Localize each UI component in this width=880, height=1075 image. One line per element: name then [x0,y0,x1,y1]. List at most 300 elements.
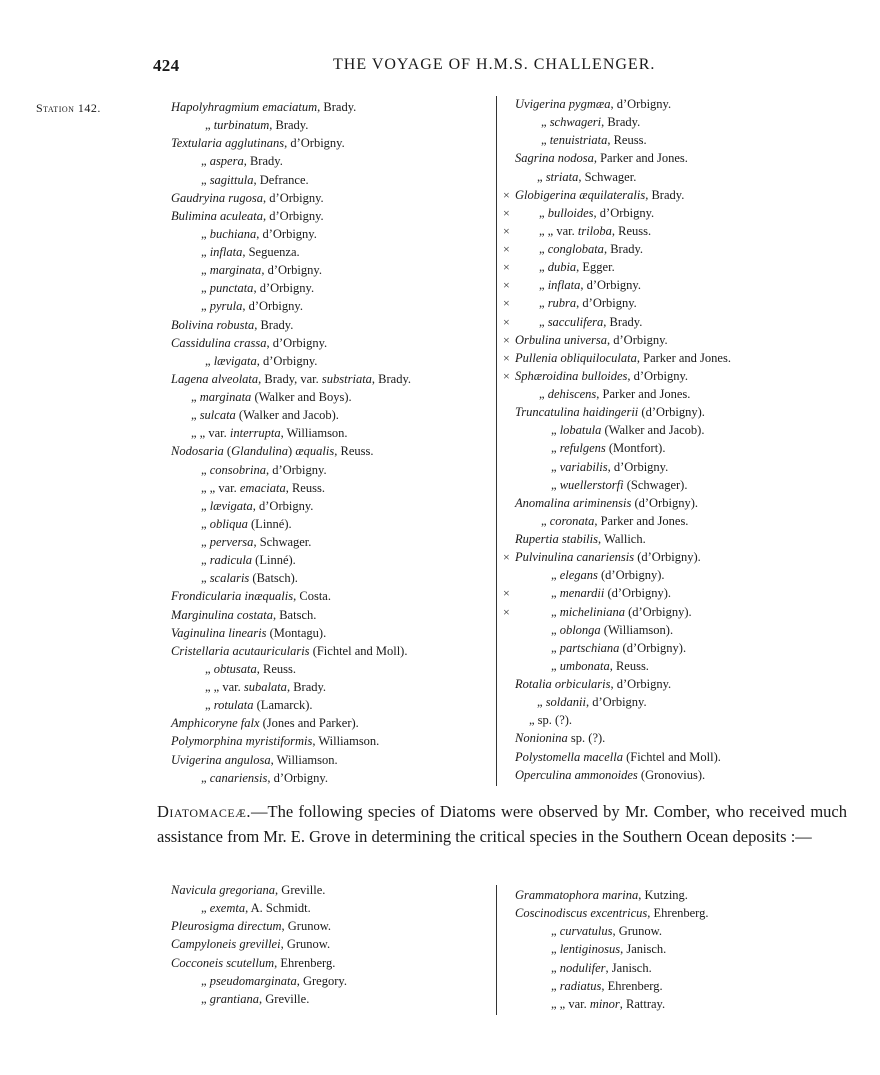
taxon-text: (Linné). [247,516,292,531]
right-species-entry [503,494,833,512]
species-name [515,403,705,421]
taxon-italic: refulgens [559,441,606,456]
taxon-italic: Truncatulina haidingerii [515,405,639,420]
taxon-text: , Williamson. [312,734,380,749]
cross-mark-icon: × [503,205,510,220]
taxon-text: (Montagu). [266,625,327,640]
right-species-entry [503,639,833,657]
species-name [539,222,651,240]
species-list-left [171,98,499,787]
taxon-text: , Kutzing. [638,888,688,902]
right-species-entry [503,95,833,113]
taxon-italic: radicula [209,553,253,568]
species-name [201,972,347,990]
diatom-right-entry [503,940,833,958]
taxon-text: , d’Orbigny. [256,353,318,368]
species-name [201,769,328,787]
diatom-left-entry [171,917,491,935]
taxon-text: (Linné). [252,553,296,568]
taxon-italic: obtusata [213,661,257,676]
taxon-text: „ [201,299,210,314]
species-name [205,352,317,370]
taxon-text: ( [223,444,232,459]
species-name [201,297,303,315]
taxon-text: , d’Orbigny. [610,97,672,111]
taxon-text: , d’Orbigny. [610,677,672,691]
taxon-text: , Brady. [243,154,283,169]
species-name [515,367,688,385]
taxon-text: , Brady. [254,317,294,332]
diatom-left-entry [171,881,491,899]
taxon-italic: Polymorphina myristiformis [171,734,313,749]
species-name [171,189,324,207]
taxon-italic: schwageri [549,115,602,130]
taxon-italic: elegans [559,568,598,583]
taxon-text: (d’Orbigny). [638,405,705,420]
taxon-text: „ „ var. [205,680,244,694]
right-species-entry [503,711,833,729]
taxon-text: , Brady. [269,118,309,133]
taxon-text: „ [551,924,560,939]
taxon-text: (Fichtel and Moll). [622,749,721,764]
left-species-entry [171,207,499,225]
left-species-entry [171,189,499,207]
taxon-text: „ [551,586,560,601]
species-name [205,116,308,134]
taxon-text: , d’Orbigny. [607,459,669,474]
taxon-italic: bulloides [547,205,594,220]
taxon-text: , Brady. [371,371,412,386]
left-species-entry [171,171,499,189]
species-name [515,748,721,766]
species-name [191,424,348,442]
taxon-text: (d’Orbigny). [634,550,701,565]
species-name [515,766,705,784]
taxon-text: „ „ var. [191,426,230,441]
taxon-text: , Reuss. [609,658,649,673]
taxon-text: ) [288,444,296,459]
species-name [171,370,411,388]
right-species-entry [503,621,833,639]
species-name [551,476,687,494]
taxon-italic: nodosa [557,151,594,166]
diatom-left-entry [171,899,491,917]
right-species-entry [503,458,833,476]
taxon-italic: sulcata [199,408,236,423]
species-name [551,458,668,476]
taxon-text: , d’Orbigny. [593,205,655,220]
species-name [515,331,668,349]
species-name [515,186,684,204]
taxon-text: „ [201,154,210,169]
species-name [191,388,352,406]
species-name [171,732,379,750]
taxon-italic: exemta [209,901,246,916]
species-name [515,675,671,693]
taxon-italic: Cassidulina crassa [171,335,267,350]
taxon-text: „ [205,353,214,368]
taxon-text: „ [539,296,548,311]
taxon-italic: Glandulina [231,444,289,459]
taxon-italic: Bulimina aculeata [171,208,263,223]
diatom-left-entry [171,990,491,1008]
taxon-text: , Williamson. [280,426,348,441]
diatom-right-entry [503,904,833,922]
species-name [171,954,335,972]
right-species-entry [503,204,833,222]
species-name [171,935,330,953]
right-species-entry [503,349,833,367]
taxon-italic: Sphæroidina bulloides [515,368,628,383]
taxon-italic: Nodosaria [171,444,224,459]
cross-mark-icon: × [503,350,510,365]
taxon-italic: lentiginosus [559,942,621,957]
species-name [171,134,345,152]
taxon-italic: Vaginulina linearis [171,625,267,640]
taxon-text: (Batsch). [249,571,298,586]
left-species-entry [171,587,499,605]
diatom-right-entry [503,886,833,904]
species-name [539,240,643,258]
taxon-italic: Rupertia stabilis [515,532,598,546]
species-name [171,207,324,225]
right-species-entry [503,294,833,312]
taxon-italic: substriata [321,371,372,386]
taxon-text: „ [539,278,548,293]
taxon-italic: sacculifera [547,314,604,329]
diatom-paragraph [157,799,847,849]
diatom-body: —The following species of Diatoms were observed by Mr. Comber, who received much assistance from Mr. E. Grove in determining the critical species in the Southern Ocean deposits :— [157,802,847,846]
taxon-italic: Textularia agglutinans [171,136,285,151]
taxon-text: (Walker and Jacob). [235,408,339,423]
taxon-text: „ [539,260,548,275]
taxon-italic: rubra [547,296,577,311]
taxon-italic: dehiscens [547,387,597,401]
species-name [515,95,671,113]
cross-mark-icon: × [503,296,510,311]
species-name [515,904,708,922]
left-species-entry [171,751,499,769]
taxon-text: , Parker and Jones. [593,151,688,166]
taxon-text: „ „ var. [551,996,590,1011]
taxon-text: (Fichtel and Moll). [309,643,408,658]
species-name [171,587,331,605]
taxon-text: , Rattray. [619,996,666,1011]
left-species-entry [171,678,499,696]
species-name [539,313,642,331]
taxon-italic: menardii [559,586,605,601]
species-name [201,152,283,170]
taxon-text: , Ehrenberg. [274,955,336,970]
taxon-text: , d’Orbigny. [263,190,324,205]
taxon-italic: lævigata [213,353,257,368]
left-species-entry [171,334,499,352]
taxon-text: (Gronovius). [637,767,706,782]
taxon-text: „ [541,115,550,130]
species-name [205,660,296,678]
taxon-text: „ [551,604,560,619]
taxon-italic: Coscinodiscus excentricus [515,906,648,921]
species-name [171,606,316,624]
right-species-entry [503,566,833,584]
diatom-heading: Diatomaceæ. [157,802,251,821]
taxon-italic: wuellerstorfi [559,477,624,492]
right-species-entry [503,693,833,711]
species-name [201,171,309,189]
taxon-text: , Brady, var. [258,371,322,386]
species-name [515,149,688,167]
right-species-entry [503,584,833,602]
taxon-text: „ [551,622,560,637]
taxon-text: , Seguenza. [242,245,300,259]
taxon-text: „ [551,640,560,655]
taxon-text: (d’Orbigny). [624,604,692,619]
taxon-italic: micheliniana [559,604,625,619]
taxon-italic: Marginulina costata [171,607,273,622]
taxon-text: (d’Orbigny). [619,640,687,655]
cross-mark-icon: × [503,223,510,238]
taxon-italic: radiatus [559,978,602,993]
right-species-entry [503,476,833,494]
taxon-text: , d’Orbigny. [627,368,689,383]
cross-mark-icon: × [503,314,510,329]
species-name [201,515,292,533]
left-species-entry [171,533,499,551]
species-name [171,751,338,769]
species-name [171,714,359,732]
left-species-entry [171,461,499,479]
taxon-text: , d’Orbigny. [580,278,641,293]
taxon-text: , d’Orbigny. [256,226,317,241]
species-name [201,569,298,587]
taxon-text: „ [191,408,200,423]
taxon-italic: Operculina ammonoides [515,767,638,782]
taxon-text: , Brady. [603,314,643,329]
species-name [537,168,636,186]
taxon-italic: Campyloneis grevillei [171,937,281,952]
species-name [515,886,688,904]
species-name [171,642,407,660]
left-species-entry [171,352,499,370]
taxon-text: , d’Orbigny. [265,462,327,477]
taxon-text: „ [201,462,210,477]
taxon-italic: variabilis [559,459,608,474]
taxon-italic: pyrula [209,299,243,314]
taxon-italic: Lagena alveolata [171,371,259,386]
taxon-text: „ [205,661,214,676]
right-species-entry [503,748,833,766]
taxon-text: (d’Orbigny). [604,586,672,601]
taxon-text: (Schwager). [623,477,688,492]
running-title: THE VOYAGE OF H.M.S. CHALLENGER. [333,56,656,73]
column-divider-diatoms [496,885,497,1015]
taxon-text: , d’Orbigny. [284,136,345,151]
cross-mark-icon: × [503,586,510,601]
right-species-entry [503,603,833,621]
species-name [201,225,317,243]
taxon-text: , d’Orbigny. [253,281,315,296]
species-name [515,494,698,512]
taxon-italic: nodulifer [559,960,606,975]
species-name [201,533,311,551]
taxon-text: „ [201,571,210,586]
taxon-text: „ [551,441,560,456]
taxon-italic: Nonionina [515,731,568,746]
taxon-text: , d’Orbigny. [267,770,328,785]
species-name [539,385,690,403]
diatom-right-entry [503,959,833,977]
species-name [171,624,326,642]
diatom-list-right [503,886,833,1013]
taxon-text: , Ehrenberg. [601,978,663,993]
species-name [541,113,640,131]
taxon-text: (Williamson). [600,622,674,637]
taxon-text: , A. Schmidt. [245,901,311,916]
taxon-text: , d’Orbigny. [252,498,314,513]
taxon-italic: coronata [549,513,595,528]
right-species-entry [503,240,833,258]
species-name [537,693,647,711]
taxon-text: „ „ var. [201,480,240,495]
right-species-entry [503,313,833,331]
left-species-entry [171,442,499,460]
right-species-entry [503,403,833,421]
left-species-entry [171,714,499,732]
diatom-list-left [171,881,491,1008]
taxon-italic: obliqua [209,516,248,531]
taxon-text: , Janisch. [605,960,652,975]
right-species-entry [503,367,833,385]
right-species-entry [503,385,833,403]
taxon-text: (Lamarck). [253,698,313,713]
left-species-entry [171,769,499,787]
cross-mark-icon: × [503,242,510,256]
taxon-text: „ [539,387,548,401]
taxon-text: „ [551,568,560,583]
species-name [551,995,665,1013]
species-name [201,990,309,1008]
taxon-text: „ [201,535,210,549]
species-name [551,421,704,439]
taxon-text: , d’Orbigny. [261,263,322,278]
taxon-italic: Gaudryina rugosa [171,190,264,205]
species-name [171,316,293,334]
taxon-text: , Reuss. [256,661,296,676]
species-name [205,696,313,714]
taxon-text: „ [551,942,560,957]
left-species-entry [171,642,499,660]
taxon-text: (Jones and Parker). [259,716,359,731]
taxon-italic: Pulvinulina canariensis [515,550,635,565]
taxon-text: , Janisch. [620,942,667,957]
taxon-text: , Parker and Jones. [596,387,691,401]
left-species-entry [171,424,499,442]
diatom-left-entry [171,954,491,972]
species-name [539,258,615,276]
right-species-entry [503,421,833,439]
species-name [201,261,322,279]
species-name [205,678,326,696]
species-name [551,657,649,675]
taxon-italic: soldanii [545,695,586,710]
taxon-italic: Grammatophora marina [515,888,639,902]
diatom-left-entry [171,935,491,953]
species-name [201,243,300,261]
species-name [171,98,356,116]
left-species-entry [171,316,499,334]
left-species-entry [171,243,499,261]
left-species-entry [171,406,499,424]
taxon-text: , Brady. [286,680,327,694]
taxon-text: , Reuss. [334,444,374,459]
species-name [551,584,671,602]
taxon-italic: inflata [547,278,581,293]
taxon-text: , Reuss. [611,223,652,238]
taxon-text: , Grunow. [612,924,662,939]
taxon-text: „ [551,658,560,673]
species-name [515,530,646,548]
species-name [201,551,296,569]
taxon-italic: Cocconeis scutellum [171,955,275,970]
species-name [539,276,641,294]
taxon-italic: dubia [547,260,577,275]
station-label: Station 142. [36,101,101,115]
taxon-italic: scalaris [209,571,250,586]
taxon-text: (d’Orbigny). [631,495,698,510]
taxon-italic: Cristellaria acutauricularis [171,643,310,658]
species-name [551,566,665,584]
taxon-text: , Reuss. [607,133,647,148]
taxon-italic: inflata [209,245,243,259]
right-species-entry [503,258,833,276]
taxon-text: „ [201,553,210,568]
taxon-text: „ [201,281,210,296]
right-species-entry [503,276,833,294]
taxon-italic: umbonata [559,658,610,673]
taxon-text: (Montfort). [605,441,666,456]
left-species-entry [171,261,499,279]
taxon-text: , Parker and Jones. [594,513,689,528]
species-name [515,548,701,566]
right-species-entry [503,548,833,566]
taxon-italic: Frondicularia inæqualis [171,589,294,604]
taxon-text: , d’Orbigny. [242,299,303,314]
taxon-italic: sagittula [209,172,254,187]
species-name [201,497,313,515]
taxon-italic: pseudomarginata [209,973,297,988]
taxon-text: „ [539,242,548,256]
taxon-text: , Defrance. [253,172,309,187]
taxon-text: „ [551,477,560,492]
taxon-italic: minor [589,996,620,1011]
species-name [551,621,673,639]
taxon-text: „ sp. (?). [529,713,573,728]
taxon-text: , Greville. [259,991,310,1006]
taxon-text: , Wallich. [598,532,646,546]
left-species-entry [171,152,499,170]
taxon-italic: Polystomella macella [515,749,623,764]
species-name [551,439,665,457]
taxon-text: , Schwager. [578,169,637,184]
taxon-text: , d’Orbigny. [607,332,668,347]
species-name [201,899,311,917]
taxon-text: , Batsch. [272,607,317,622]
species-list-right [503,95,833,784]
taxon-italic: buchiana [209,226,257,241]
taxon-text: , Brady. [603,242,644,256]
left-species-entry [171,370,499,388]
taxon-italic: rotulata [213,698,254,713]
